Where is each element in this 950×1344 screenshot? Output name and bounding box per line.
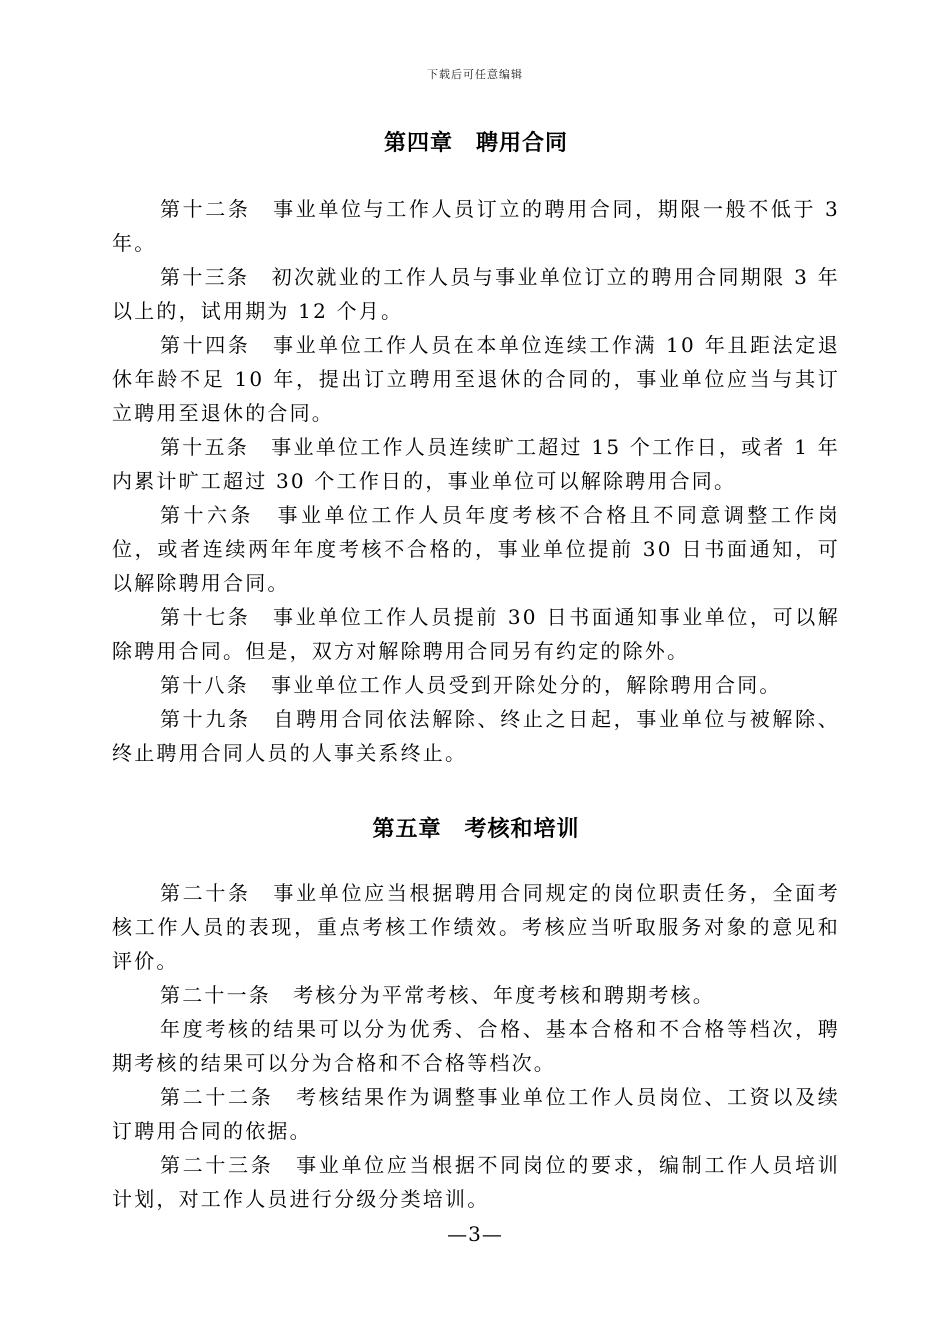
article-17: 第十七条 事业单位工作人员提前 30 日书面通知事业单位，可以解除聘用合同。但是，双方对解除聘用合同另有约定的除外。	[112, 605, 840, 663]
article-20: 第二十条 事业单位应当根据聘用合同规定的岗位职责任务，全面考核工作人员的表现，重点考核工作绩效。考核应当听取服务对象的意见和评价。	[112, 881, 840, 973]
article-13: 第十三条 初次就业的工作人员与事业单位订立的聘用合同期限 3 年以上的，试用期为 12 个月。	[112, 265, 840, 323]
article-16: 第十六条 事业单位工作人员年度考核不合格且不同意调整工作岗位，或者连续两年年度考核不合格的，事业单位提前 30 日书面通知，可以解除聘用合同。	[112, 503, 840, 595]
article-19: 第十九条 自聘用合同依法解除、终止之日起，事业单位与被解除、终止聘用合同人员的人事关系终止。	[112, 707, 840, 765]
article-15: 第十五条 事业单位工作人员连续旷工超过 15 个工作日，或者 1 年内累计旷工超过 30 个工作日的，事业单位可以解除聘用合同。	[112, 435, 840, 493]
article-21: 第二十一条 考核分为平常考核、年度考核和聘期考核。	[160, 983, 715, 1007]
article-18: 第十八条 事业单位工作人员受到开除处分的，解除聘用合同。	[160, 673, 782, 697]
header-note: 下载后可任意编辑	[427, 68, 523, 81]
article-12: 第十二条 事业单位与工作人员订立的聘用合同，期限一般不低于 3 年。	[112, 197, 840, 255]
article-23: 第二十三条 事业单位应当根据不同岗位的要求，编制工作人员培训计划，对工作人员进行分级分类培训。	[112, 1153, 840, 1211]
article-14: 第十四条 事业单位工作人员在本单位连续工作满 10 年且距法定退休年龄不足 10 年，提出订立聘用至退休的合同的，事业单位应当与其订立聘用至退休的合同。	[112, 333, 840, 425]
chapter-5-title: 第五章 考核和培训	[372, 817, 580, 842]
article-22: 第二十二条 考核结果作为调整事业单位工作人员岗位、工资以及续订聘用合同的依据。	[112, 1085, 840, 1143]
chapter-4-body	[112, 192, 840, 770]
chapter-5-body	[112, 876, 840, 1216]
annual-assessment-paragraph: 年度考核的结果可以分为优秀、合格、基本合格和不合格等档次，聘期考核的结果可以分为合格和不合格等档次。	[112, 1017, 840, 1075]
chapter-4-title: 第四章 聘用合同	[383, 131, 568, 156]
page-number: —3—	[447, 1222, 503, 1246]
